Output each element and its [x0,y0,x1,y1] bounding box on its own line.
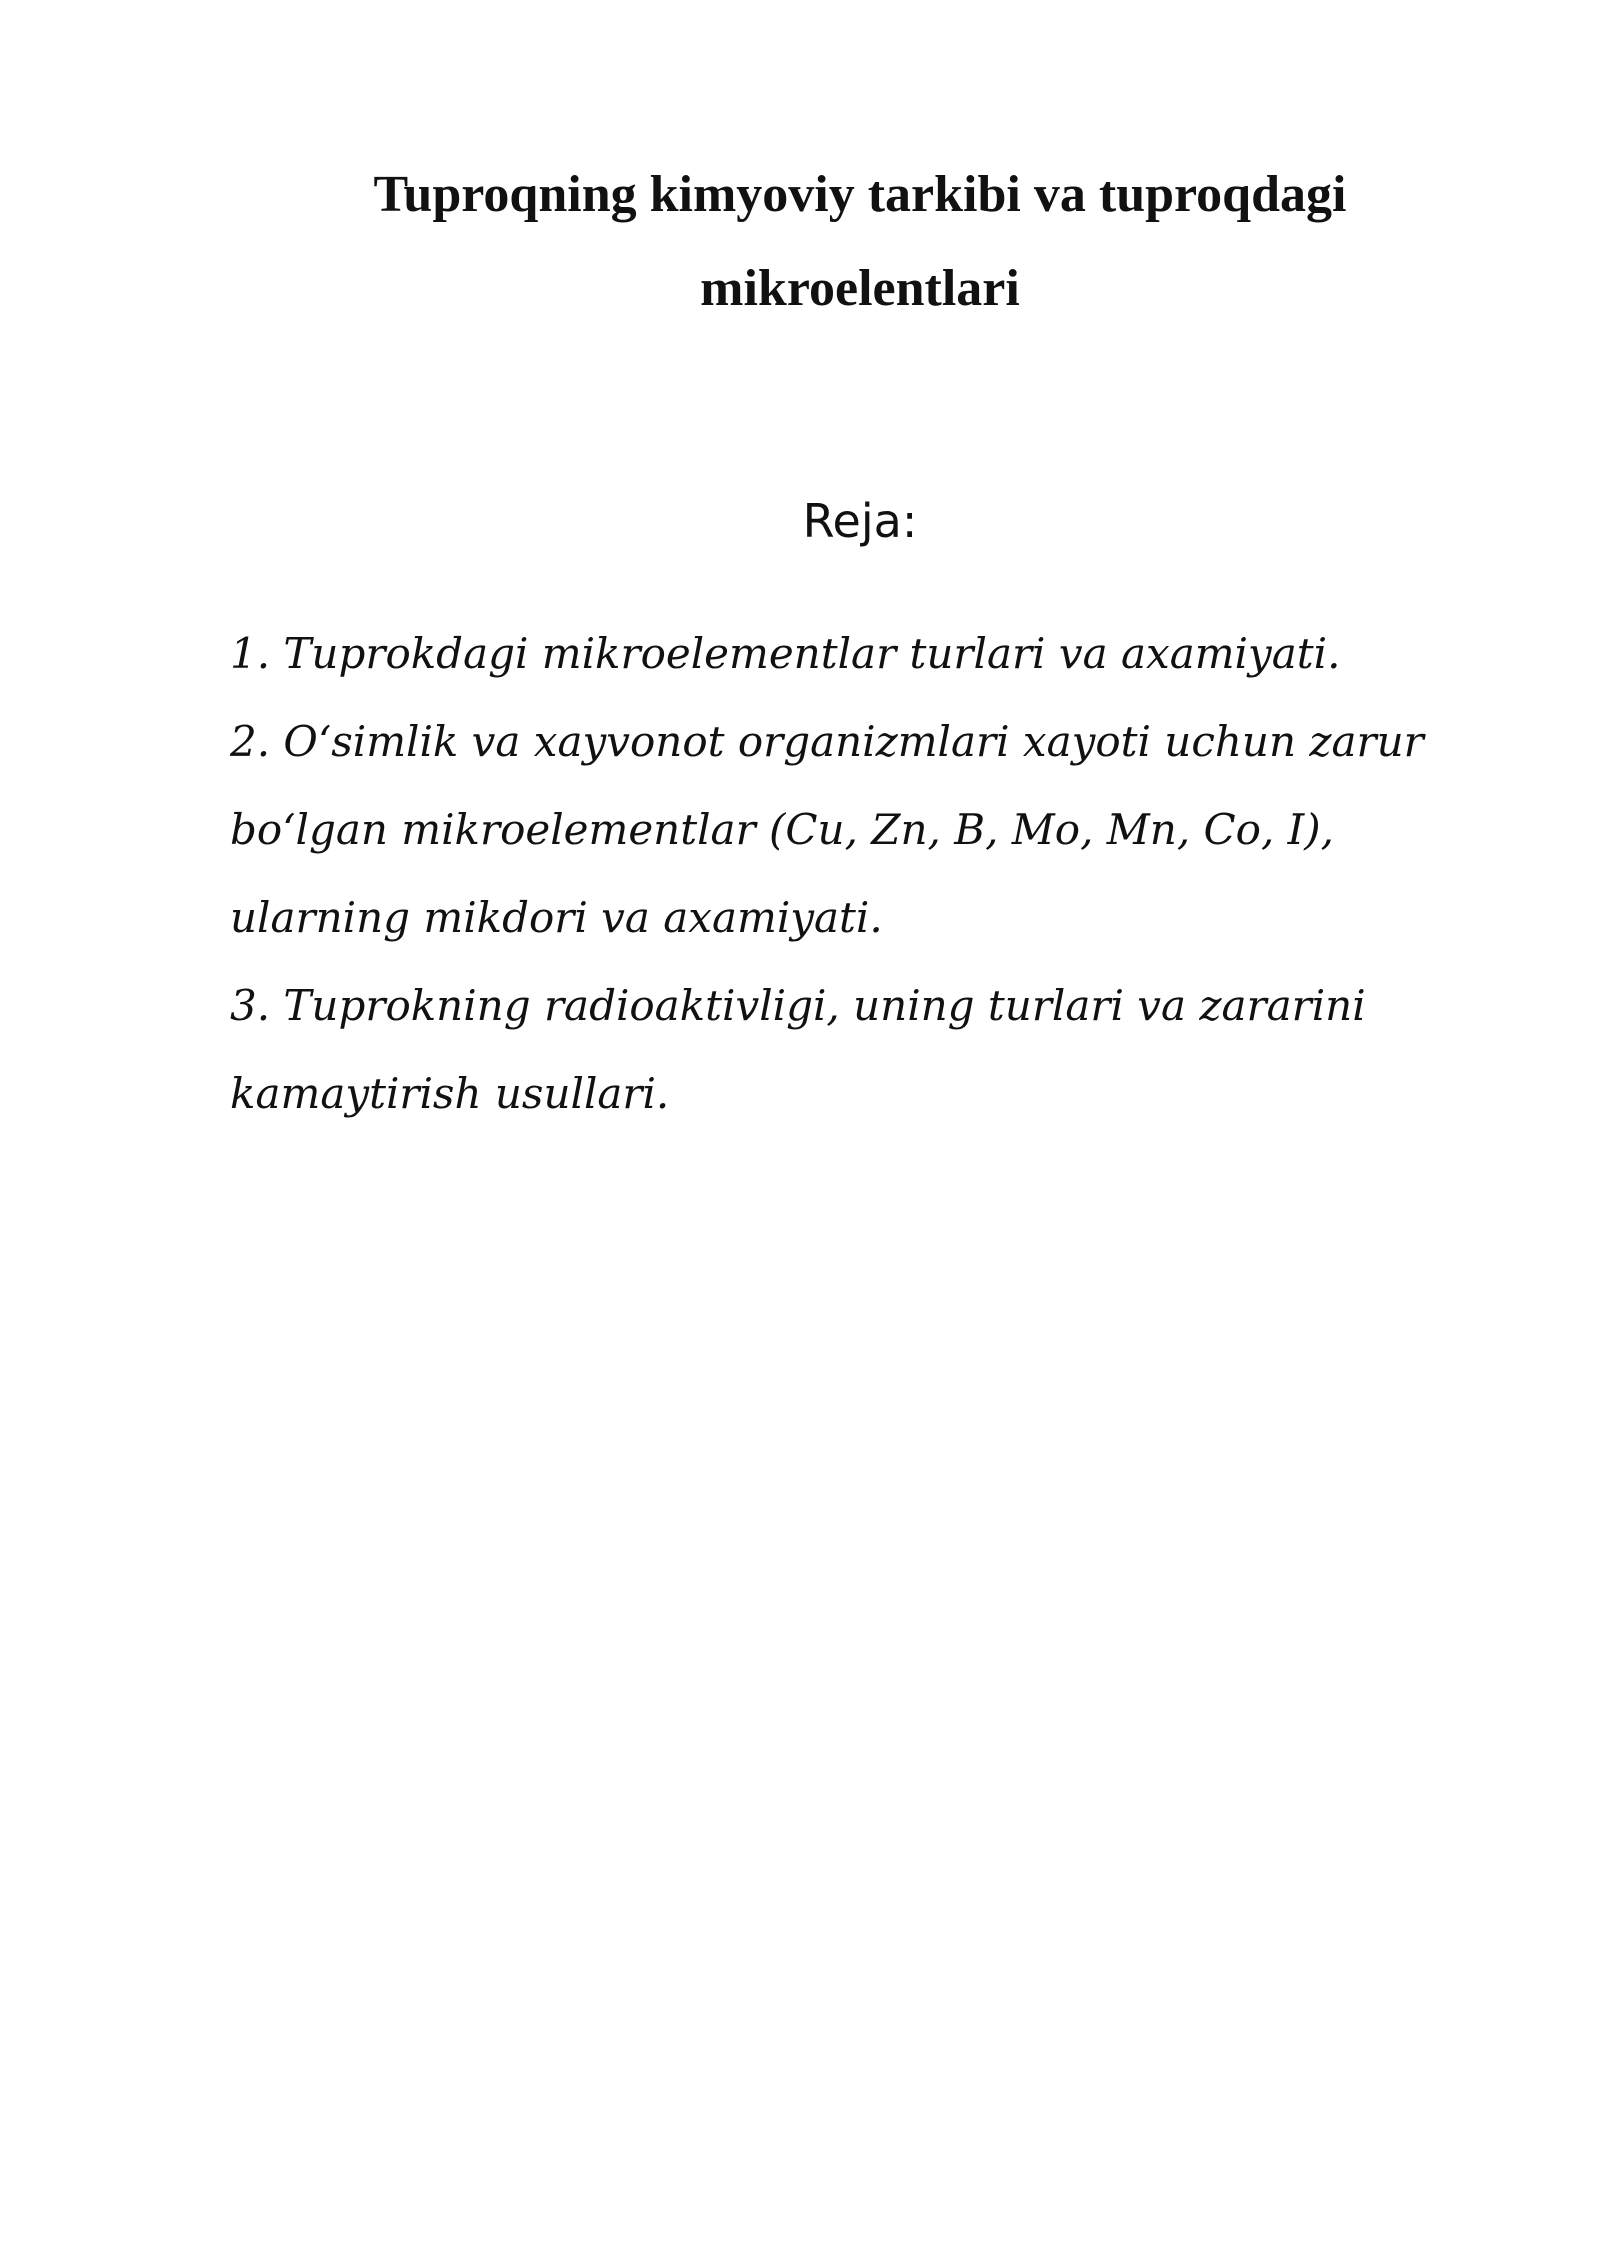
plan-list [230,610,1490,1138]
plan-item-1: 1. Tuprokdagi mikroelementlar turlari va axamiyati. [230,629,1341,678]
plan-item-3: 3. Tuprokning radioaktivligi, uning turlari va zararini kamaytirish usullari. [230,981,1366,1118]
document-title-line-1: Tuproqning kimyoviy tarkibi va tuproqdagi [373,166,1347,223]
document-title-line-2: mikroelentlari [700,260,1020,317]
document-title [230,148,1490,336]
plan-heading: Reja: [802,494,918,548]
plan-item-2: 2. O‘simlik va xayvonot organizmlari xayoti uchun zarur bo‘lgan mikroelementlar (Cu, Zn, B, Mo, Mn, Co, I), ularning mikdori va axamiyati. [230,717,1424,942]
